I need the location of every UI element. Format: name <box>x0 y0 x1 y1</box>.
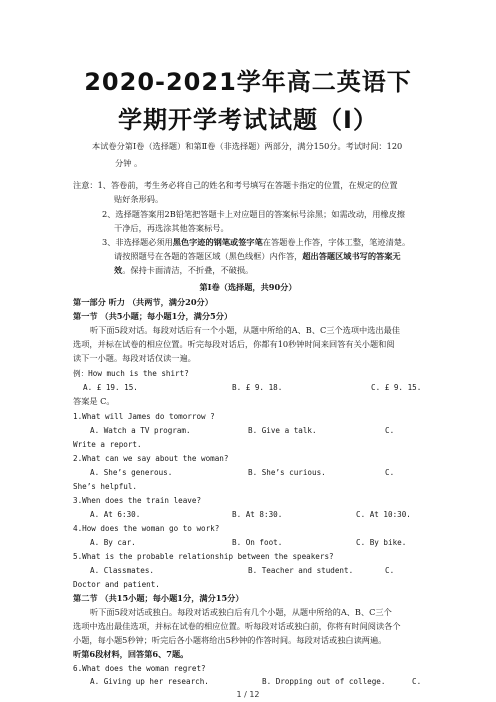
section1-heading: 第一节 （共5小题；每小题1分，满分5分） <box>73 311 233 321</box>
page-number: 1 / 12 <box>236 690 260 699</box>
note3-text-b: 在答题卷上作答，字体工整，笔迹清楚。 <box>262 237 411 247</box>
intro-line1: 本试卷分第Ⅰ卷（选择题）和第Ⅱ卷（非选择题）两部分，满分150分。考试时间：120 <box>92 141 403 151</box>
q6-option-a: A. Giving up her research. <box>90 677 209 686</box>
note3-line1 <box>102 237 410 248</box>
q5-option-c: Doctor and patient. <box>73 580 160 589</box>
note1-line2: 贴好条形码。 <box>114 194 164 204</box>
page-title-line2: 学期开学考试试题（I） <box>118 106 378 134</box>
q2-option-a: A. She’s generous. <box>90 468 173 477</box>
q4-option-c: C. By bike. <box>356 538 407 547</box>
question-3: 3.When does the train leave? <box>73 496 202 505</box>
intro-line2: 分钟 。 <box>115 158 143 168</box>
volume-title: 第Ⅰ卷（选择题，共90分） <box>199 282 297 292</box>
q2-option-c: She’s helpful. <box>73 482 138 491</box>
example-question: 例：How much is the shirt? <box>73 369 189 378</box>
note3-line2 <box>114 251 401 262</box>
q6-option-b: B. Dropping out of college. <box>262 677 386 686</box>
note1-line1: 注意：1、答卷前，考生务必将自己的姓名和考号填写在答题卡指定的位置，在规定的位置 <box>73 180 398 190</box>
q5-option-a: A. Classmates. <box>90 566 155 575</box>
q1-option-c-label: C. <box>385 426 395 435</box>
section2-desc2: 选项中选出最佳选项，并标在试卷的相应位置。听每段对话或独白前，你将有时间阅读各个 <box>73 621 401 631</box>
section2-desc1: 听下面5段对话或独白。每段对话或独白后有几个小题，从题中所给的A、B、C三个 <box>90 607 392 617</box>
section2-desc3: 小题，每小题5秒钟；听完后各小题将给出5秒钟的作答时间。每段对话或独白读两遍。 <box>73 635 387 645</box>
question-1: 1.What will James do tomorrow ? <box>73 412 215 421</box>
q3-option-c: C. At 10:30. <box>356 510 411 519</box>
q1-option-b: B. Give a talk. <box>248 426 317 435</box>
q3-option-b: B. At 8:30. <box>232 510 283 519</box>
note3-bold-c: 效 <box>114 265 123 275</box>
note3-text-c: 请按照题号在各题的答题区域（黑色线框）内作答， <box>114 251 303 261</box>
question-4: 4.How does the woman go to work? <box>73 524 220 533</box>
note3-bold-a: 黑色字迹的钢笔或签字笔 <box>172 237 263 247</box>
section1-desc2: 选项，并标在试卷的相应位置。听完每段对话后，你都有10秒钟时间来回答有关小题和阅 <box>73 339 395 349</box>
q5-option-c-label: C. <box>385 566 395 575</box>
section1-desc3: 读下一小题。每段对话仅读一遍。 <box>73 353 196 363</box>
q2-option-b: B. She’s curious. <box>248 468 326 477</box>
question-5: 5.What is the probable relationship between the speakers? <box>73 552 334 561</box>
note3-line3 <box>114 265 253 276</box>
q3-option-a: A. At 6:30. <box>90 510 141 519</box>
page-title-line1: 2020-2021学年高二英语下 <box>84 68 412 96</box>
q1-option-c: Write a report. <box>73 440 142 449</box>
note2-line1: 2、选择题答案用2B铅笔把答题卡上对应题目的答案标号涂黑；如需改动，用橡皮擦 <box>102 209 405 219</box>
part1-heading: 第一部分 听力 （共两节，满分20分） <box>73 297 213 307</box>
q1-option-a: A. Watch a TV program. <box>90 426 191 435</box>
q5-option-b: B. Teacher and student. <box>248 566 354 575</box>
question-6: 6.What does the woman regret? <box>73 664 206 673</box>
q2-option-c-label: C. <box>385 468 395 477</box>
q4-option-a: A. By car. <box>90 538 136 547</box>
note3-text-a: 3、非选择题必须用 <box>102 237 173 247</box>
example-option-c: C. £ 9. 15. <box>371 383 422 392</box>
note3-text-d: 。保持卡面清洁，不折叠，不破损。 <box>122 265 254 275</box>
note3-bold-b: 超出答题区域书写的答案无 <box>302 251 401 261</box>
q4-option-b: B. On foot. <box>232 538 283 547</box>
section1-desc1: 听下面5段对话。每段对话后有一个小题，从题中所给的A、B、C三个选项中选出最佳 <box>90 325 400 335</box>
section2-desc4: 听第6段材料，回答第6、7题。 <box>73 649 189 659</box>
example-option-a: A. £ 19. 15. <box>83 383 138 392</box>
example-option-b: B. £ 9. 18. <box>232 383 283 392</box>
section2-heading: 第二节 （共15小题；每小题1分，满分15分） <box>73 593 244 603</box>
note2-line2: 干净后，再选涂其他答案标号。 <box>114 223 229 233</box>
example-answer: 答案是 C。 <box>73 396 115 406</box>
question-2: 2.What can we say about the woman? <box>73 454 229 463</box>
q6-option-c-label: C. <box>412 677 422 686</box>
